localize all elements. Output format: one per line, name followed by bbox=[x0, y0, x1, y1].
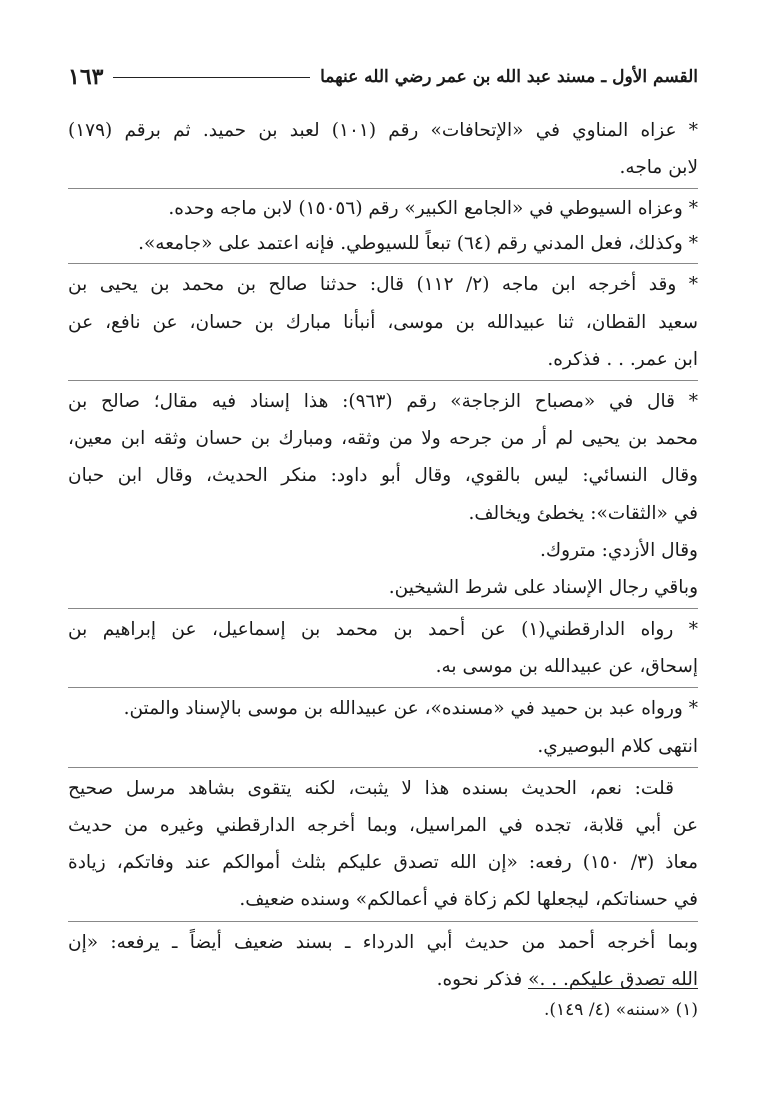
paragraph-separator bbox=[68, 608, 698, 609]
paragraph-separator bbox=[68, 687, 698, 688]
text-line: * وقد أخرجه ابن ماجه (٢/ ١١٢) قال: حدثنا صالح بن محمد بن يحيى بن bbox=[68, 274, 698, 296]
text-line: * ورواه عبد بن حميد في «مسنده»، عن عبيدالله بن موسى بالإسناد والمتن. bbox=[123, 698, 698, 720]
running-title: القسم الأول ـ مسند عبد الله بن عمر رضي الله عنهما bbox=[320, 67, 698, 87]
text-line: وباقي رجال الإسناد على شرط الشيخين. bbox=[388, 576, 698, 598]
paragraph-separator bbox=[68, 921, 698, 922]
text-line: لابن ماجه. bbox=[619, 157, 698, 179]
text-line: انتهى كلام البوصيري. bbox=[537, 735, 698, 757]
text-line: معاذ (٣/ ١٥٠) رفعه: «إن الله تصدق عليكم بثلث أموالكم عند وفاتكم، زيادة bbox=[68, 852, 698, 874]
text-line: وقال الأزدي: متروك. bbox=[540, 539, 698, 561]
header-rule bbox=[113, 77, 310, 78]
text-line: عن أبي قلابة، تجده في المراسيل، وبما أخرجه الدارقطني وغيره من حديث bbox=[68, 815, 698, 836]
text-line: وقال النسائي: ليس بالقوي، وقال أبو داود: منكر الحديث، وقال ابن حبان bbox=[68, 465, 698, 487]
text-line: * عزاه المناوي في «الإتحافات» رقم (١٠١) لعبد بن حميد. ثم برقم (١٧٩) bbox=[68, 120, 698, 141]
text-line: * رواه الدارقطني(١) عن أحمد بن محمد بن إسماعيل، عن إبراهيم بن bbox=[68, 619, 698, 641]
text-line: وبما أخرجه أحمد من حديث أبي الدرداء ـ بسند ضعيف أيضاً ـ يرفعه: «إن bbox=[68, 931, 698, 953]
text-line: إسحاق، عن عبيدالله بن موسى به. bbox=[435, 656, 698, 678]
running-header bbox=[68, 60, 698, 94]
text-line: في حسناتكم، ليجعلها لكم زكاة في أعمالكم» وسنده ضعيف. bbox=[239, 889, 698, 911]
page-body bbox=[68, 112, 698, 998]
text-line: قلت: نعم، الحديث بسنده هذا لا يثبت، لكنه يتقوى بشاهد مرسل صحيح bbox=[68, 777, 674, 799]
text-line: * وعزاه السيوطي في «الجامع الكبير» رقم (١٥٠٥٦) لابن ماجه وحده. bbox=[168, 198, 698, 220]
paragraph-separator bbox=[68, 263, 698, 264]
text-line: * قال في «مصباح الزجاجة» رقم (٩٦٣): هذا إسناد فيه مقال؛ صالح بن bbox=[68, 390, 698, 412]
paragraph-separator bbox=[68, 188, 698, 189]
footnote: (١) «سننه» (٤/ ١٤٩). bbox=[543, 1000, 698, 1020]
footnote-rule bbox=[528, 988, 698, 989]
text-line: في «الثقات»: يخطئ ويخالف. bbox=[468, 502, 698, 524]
text-line: محمد بن يحيى لم أر من جرحه ولا من وثقه، ومبارك بن حسان وثقه ابن معين، bbox=[68, 428, 698, 450]
text-line: ابن عمر. . . فذكره. bbox=[547, 348, 698, 370]
page-number: ١٦٣ bbox=[68, 64, 104, 90]
text-line: سعيد القطان، ثنا عبيدالله بن موسى، أنبأنا مبارك بن حسان، عن نافع، عن bbox=[68, 311, 698, 333]
text-line: * وكذلك، فعل المدني رقم (٦٤) تبعاً للسيوطي. فإنه اعتمد على «جامعه». bbox=[138, 233, 698, 255]
text-line: الله تصدق عليكم. . .» فذكر نحوه. bbox=[436, 968, 698, 990]
paragraph-separator bbox=[68, 767, 698, 768]
paragraph-separator bbox=[68, 380, 698, 381]
